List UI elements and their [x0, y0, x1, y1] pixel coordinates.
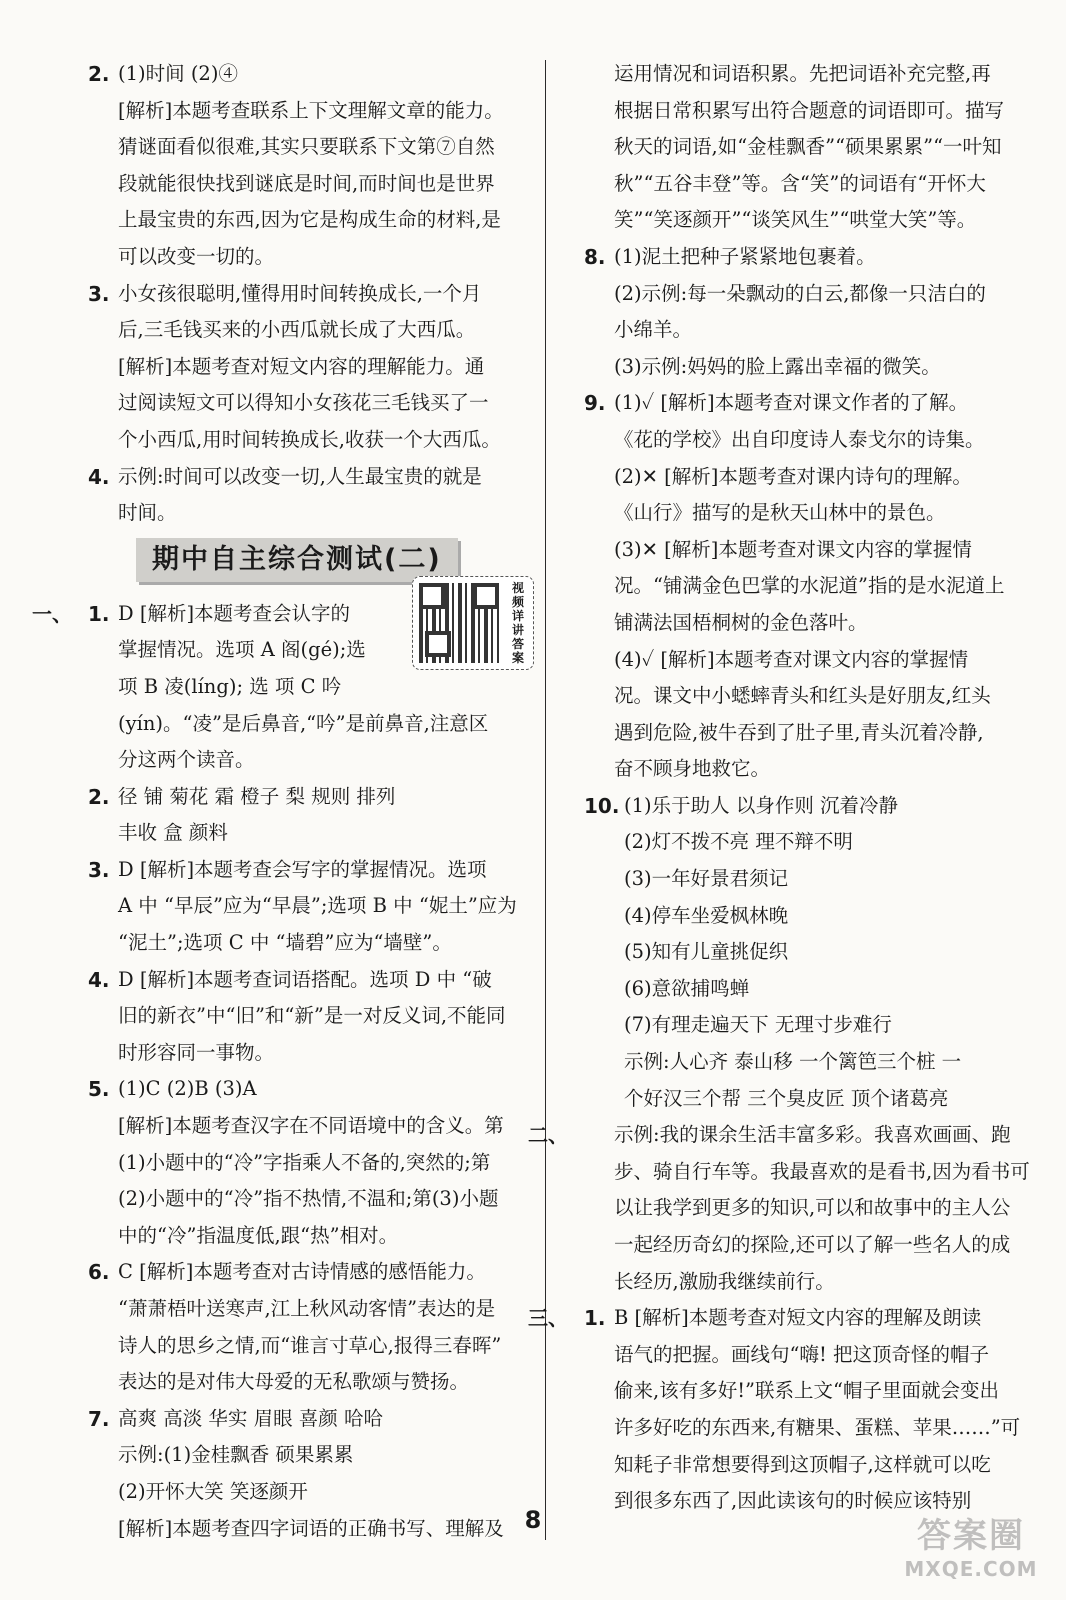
text-line: A 中 “早辰”应为“早晨”;选项 B 中 “妮土”应为 — [118, 894, 517, 918]
qr-caption: 视频详讲答案 — [511, 581, 524, 665]
text-line: 旧的新衣”中“旧”和“新”是一对反义词,不能同 — [118, 1004, 506, 1028]
text-line: 况。“铺满金色巴掌的水泥道”指的是水泥道上 — [614, 574, 1005, 598]
watermark-logo — [896, 1508, 1046, 1588]
text-line: 示例:人心齐 泰山移 一个篱笆三个桩 一 — [624, 1050, 962, 1074]
text-line: 一起经历奇幻的探险,还可以了解一些名人的成 — [614, 1233, 1011, 1256]
question-number: 3. — [88, 857, 110, 882]
question-2b — [88, 779, 538, 852]
text-line: (3)一年好景君须记 — [624, 867, 789, 891]
qr-code-box[interactable] — [412, 576, 534, 670]
question-3b — [88, 852, 538, 962]
question-2 — [88, 56, 538, 276]
part-3-question-1 — [528, 1300, 1034, 1520]
text-line: 项 B 凌(líng); 选 项 C 吟 — [118, 674, 342, 698]
text-line: [解析]本题考查汉字在不同语境中的含义。第 — [118, 1114, 504, 1138]
text-line: (5)知有儿童挑促织 — [624, 940, 789, 964]
question-number: 2. — [88, 784, 110, 809]
text-line: [解析]本题考查联系上下文理解文章的能力。 — [118, 98, 504, 122]
question-4 — [88, 459, 538, 532]
question-6b — [88, 1254, 538, 1400]
question-number: 10. — [584, 793, 620, 818]
text-line: (2)灯不拨不亮 理不辩不明 — [624, 830, 853, 854]
watermark-top: 答案圈 — [917, 1516, 1025, 1556]
question-9 — [584, 385, 1034, 788]
part-label: 三、 — [528, 1306, 568, 1331]
text-line: 铺满法国梧桐树的金色落叶。 — [614, 610, 868, 634]
text-line: 后,三毛钱买来的小西瓜就长成了大西瓜。 — [118, 318, 476, 342]
part-label: 二、 — [528, 1123, 568, 1148]
text-line: (6)意欲捕鸣蝉 — [624, 976, 750, 1000]
text-line: 根据日常积累写出符合题意的词语即可。描写 — [614, 98, 1005, 122]
text-line: (1)泥土把种子紧紧地包裹着。 — [614, 244, 876, 268]
text-line: 示例:(1)金桂飘香 硕果累累 — [118, 1443, 354, 1467]
text-line: 个小西瓜,用时间转换成长,收获一个大西瓜。 — [118, 427, 501, 451]
text-line: 运用情况和词语积累。先把词语补充完整,再 — [614, 62, 991, 85]
text-line: 过阅读短文可以得知小女孩花三毛钱买了一 — [118, 391, 489, 415]
text-line: (3)示例:妈妈的脸上露出幸福的微笑。 — [614, 354, 941, 378]
text-line: 秋天的词语,如“金桂飘香”“硕果累累”“一叶知 — [614, 135, 1002, 159]
watermark-bottom: MXQE.COM — [904, 1557, 1038, 1581]
text-line: 长经历,激励我继续前行。 — [614, 1269, 835, 1293]
text-line: 分这两个读音。 — [118, 748, 255, 772]
right-column — [528, 56, 1034, 1520]
text-line: 笑”“笑逐颜开”“谈笑风生”“哄堂大笑”等。 — [614, 208, 977, 232]
text-line: 丰收 盒 颜料 — [118, 821, 228, 845]
text-line: 上最宝贵的东西,因为它是构成生命的材料,是 — [118, 208, 501, 232]
left-column — [32, 56, 538, 1547]
text-line: 表达的是对伟大母爱的无私歌颂与赞扬。 — [118, 1370, 470, 1394]
text-line: 《山行》描写的是秋天山林中的景色。 — [614, 501, 946, 525]
text-line: (2)开怀大笑 笑逐颜开 — [118, 1479, 308, 1503]
question-number: 2. — [88, 62, 110, 86]
text-line: 《花的学校》出自印度诗人泰戈尔的诗集。 — [614, 427, 985, 451]
text-line: 时间。 — [118, 501, 177, 525]
text-line: 示例:我的课余生活丰富多彩。我喜欢画画、跑 — [614, 1123, 1011, 1147]
text-line: (2)示例:每一朵飘动的白云,都像一只洁白的 — [614, 281, 986, 305]
question-number: 3. — [88, 281, 110, 306]
text-line: D [解析]本题考查会写字的掌握情况。选项 — [118, 857, 487, 881]
question-number: 8. — [584, 244, 606, 269]
text-line: 况。课文中小蟋蟀青头和红头是好朋友,红头 — [614, 684, 991, 708]
text-line: 偷来,该有多好!”联系上文“帽子里面就会变出 — [614, 1379, 999, 1403]
text-line: [解析]本题考查对短文内容的理解能力。通 — [118, 354, 485, 378]
question-number: 1. — [88, 601, 110, 626]
text-line: (4)停车坐爱枫林晚 — [624, 903, 789, 927]
text-line: 掌握情况。选项 A 阁(gé);选 — [118, 638, 366, 662]
question-3 — [88, 276, 538, 459]
text-line: 奋不顾身地救它。 — [614, 757, 771, 781]
question-number: 1. — [584, 1306, 606, 1331]
text-line: (4)✓ [解析]本题考查对课文内容的掌握情 — [614, 647, 969, 671]
text-line: 段就能很快找到谜底是时间,而时间也是世界 — [118, 171, 495, 195]
text-line: 秋”“五谷丰登”等。含“笑”的词语有“开怀大 — [614, 171, 986, 195]
text-line: (7)有理走遍天下 无理寸步难行 — [624, 1013, 892, 1037]
text-line: D [解析]本题考查词语搭配。选项 D 中 “破 — [118, 967, 492, 991]
text-line: 小绵羊。 — [614, 318, 693, 342]
answer-line: (1)时间 (2)④ — [118, 62, 238, 85]
text-line: 小女孩很聪明,懂得用时间转换成长,一个月 — [118, 281, 482, 305]
text-line: B [解析]本题考查对短文内容的理解及朗读 — [614, 1306, 982, 1330]
text-line: [解析]本题考查四字词语的正确书写、理解及 — [118, 1516, 504, 1540]
qr-corner-icon — [425, 631, 451, 657]
text-line: 猜谜面看似很难,其实只要联系下文第⑦自然 — [118, 135, 495, 159]
page-number: 8 — [524, 1506, 542, 1534]
text-line: 个好汉三个帮 三个臭皮匠 顶个诸葛亮 — [624, 1086, 949, 1110]
part-label: 一、 — [32, 601, 72, 626]
text-line: 诗人的思乡之情,而“谁言寸草心,报得三春晖” — [118, 1333, 502, 1357]
text-line: 示例:时间可以改变一切,人生最宝贵的就是 — [118, 464, 482, 488]
question-number: 6. — [88, 1260, 110, 1285]
question-10 — [584, 788, 1034, 1117]
text-line: (1)小题中的“冷”字指乘人不备的,突然的;第 — [118, 1150, 491, 1174]
text-line: D [解析]本题考查会认字的 — [118, 601, 351, 625]
text-line: 径 铺 菊花 霜 橙子 梨 规则 排列 — [118, 784, 396, 808]
part-2 — [528, 1117, 1034, 1300]
qr-code-icon — [419, 583, 499, 663]
text-line: 中的“冷”指温度低,跟“热”相对。 — [118, 1223, 399, 1247]
text-line: 以让我学到更多的知识,可以和故事中的主人公 — [614, 1196, 1011, 1220]
text-line: (1)乐于助人 以身作则 沉着冷静 — [624, 793, 899, 817]
text-line: 步、骑自行车等。我最喜欢的是看书,因为看书可 — [614, 1159, 1030, 1183]
question-7-continued — [584, 56, 1034, 239]
text-line: 遇到危险,被牛吞到了肚子里,青头沉着冷静, — [614, 720, 984, 744]
text-line: (yín)。“凌”是后鼻音,“吟”是前鼻音,注意区 — [118, 711, 489, 735]
text-wrap — [118, 596, 438, 706]
question-number: 4. — [88, 967, 110, 992]
text-line: 到很多东西了,因此读该句的时候应该特别 — [614, 1489, 972, 1513]
question-number: 9. — [584, 391, 606, 416]
text-line: “萧萧梧叶送寒声,江上秋风动客情”表达的是 — [118, 1297, 496, 1320]
question-number: 5. — [88, 1077, 110, 1102]
text-line: 时形容同一事物。 — [118, 1040, 275, 1064]
section-title: 期中自主综合测试(二) — [136, 538, 458, 582]
question-number: 4. — [88, 464, 110, 489]
text-line: “泥土”;选项 C 中 “墙碧”应为“墙壁”。 — [118, 931, 452, 955]
text-line: (1)C (2)B (3)A — [118, 1077, 257, 1101]
text-line: (1)✓ [解析]本题考查对课文作者的了解。 — [614, 391, 969, 415]
question-number: 7. — [88, 1406, 110, 1431]
text-line: (2)✕ [解析]本题考查对课内诗句的理解。 — [614, 464, 972, 488]
text-line: 知耗子非常想要得到这顶帽子,这样就可以吃 — [614, 1452, 991, 1476]
text-line: 高爽 高淡 华实 眉眼 喜颜 哈哈 — [118, 1406, 383, 1430]
text-line: C [解析]本题考查对古诗情感的感悟能力。 — [118, 1260, 486, 1284]
text-line: 许多好吃的东西来,有糖果、蛋糕、苹果……”可 — [614, 1415, 1021, 1439]
text-line: (2)小题中的“冷”指不热情,不温和;第(3)小题 — [118, 1187, 499, 1211]
question-8 — [584, 239, 1034, 385]
question-4b — [88, 962, 538, 1072]
text-line: (3)✕ [解析]本题考查对课文内容的掌握情 — [614, 537, 972, 561]
text-line: 语气的把握。画线句“嗨! 把这顶奇怪的帽子 — [614, 1342, 990, 1366]
question-5b — [88, 1071, 538, 1254]
text-line: 可以改变一切的。 — [118, 244, 275, 268]
